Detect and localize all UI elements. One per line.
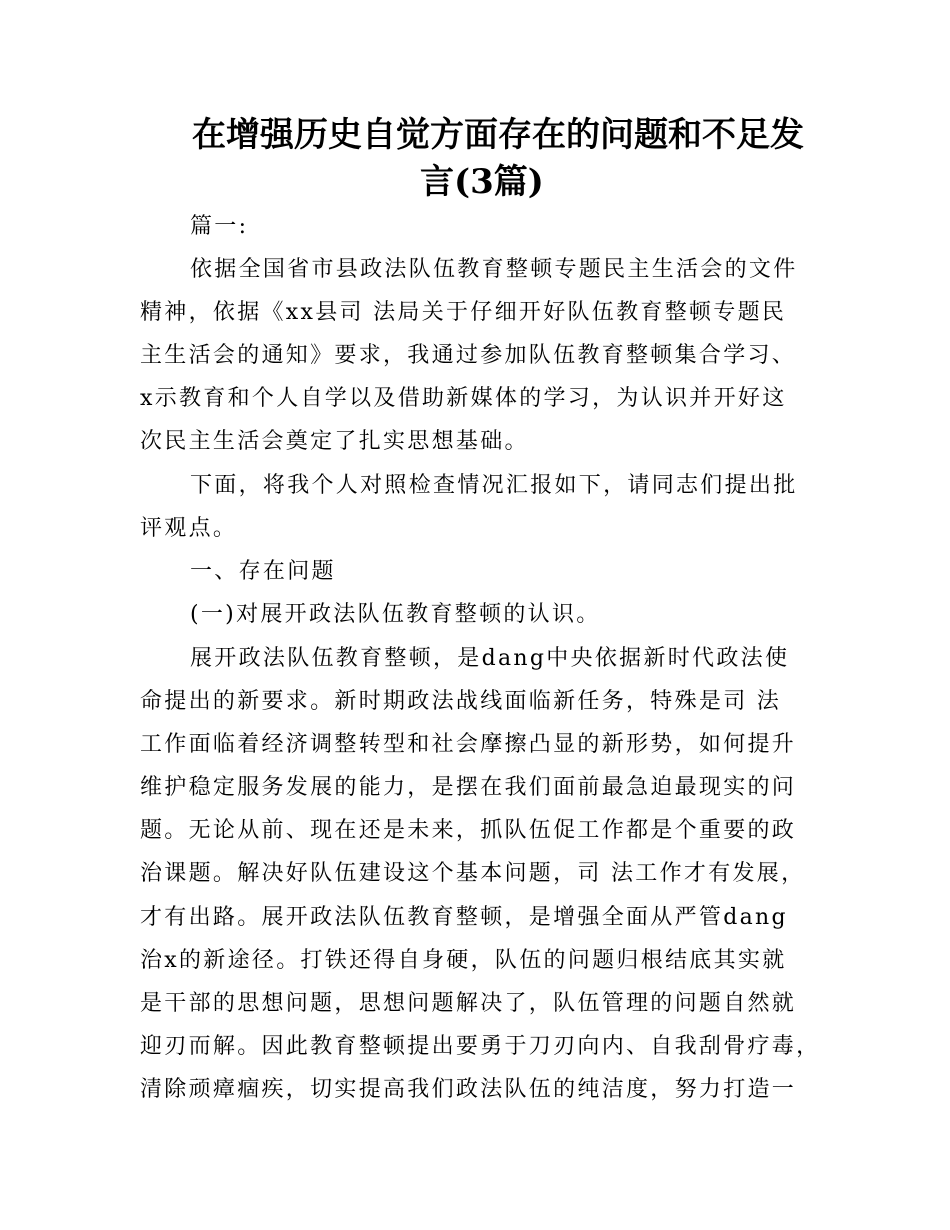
document-title-line-1: 在增强历史自觉方面存在的问题和不足发 bbox=[192, 115, 804, 155]
paragraph-line: 是干部的思想问题，思想问题解决了，队伍管理的问题自然就 bbox=[140, 991, 797, 1016]
paragraph-line: 依据全国省市县政法队伍教育整顿专题民主生活会的文件 bbox=[190, 257, 798, 282]
paragraph-line: 清除顽瘴痼疾，切实提高我们政法队伍的纯洁度，努力打造一 bbox=[140, 1077, 797, 1102]
paragraph-line: 迎刃而解。因此教育整顿提出要勇于刀刃向内、自我刮骨疗毒， bbox=[140, 1034, 821, 1059]
paragraph-line: 维护稳定服务发展的能力，是摆在我们面前最急迫最现实的问 bbox=[140, 775, 797, 800]
paragraph-line: 才有出路。展开政法队伍教育整顿，是增强全面从严管dang bbox=[140, 905, 788, 930]
paragraph-line: 命提出的新要求。新时期政法战线面临新任务，特殊是司 法 bbox=[140, 689, 782, 714]
paragraph-line: 工作面临着经济调整转型和社会摩擦凸显的新形势，如何提升 bbox=[140, 732, 797, 757]
paragraph-line: 精神，依据《xx县司 法局关于仔细开好队伍教育整顿专题民 bbox=[140, 300, 787, 325]
paragraph-line: 治课题。解决好队伍建设这个基本问题，司 法工作才有发展， bbox=[140, 861, 806, 886]
paragraph-line: 主生活会的通知》要求，我通过参加队伍教育整顿集合学习、 bbox=[140, 343, 797, 368]
section-heading-part-one: 篇一: bbox=[190, 214, 249, 239]
paragraph-line: 治x的新途径。打铁还得自身硬，队伍的问题归根结底其实就 bbox=[140, 948, 787, 973]
section-heading-problems: 一、存在问题 bbox=[190, 559, 336, 584]
document-title-line-2: 言(3篇) bbox=[420, 162, 544, 202]
paragraph-line: 次民主生活会奠定了扎实思想基础。 bbox=[140, 429, 529, 454]
paragraph-line: 题。无论从前、现在还是未来，抓队伍促工作都是个重要的政 bbox=[140, 818, 797, 843]
paragraph-line: 展开政法队伍教育整顿，是dang中央依据新时代政法使 bbox=[190, 646, 790, 671]
paragraph-line: x示教育和个人自学以及借助新媒体的学习，为认识并开好这 bbox=[140, 386, 787, 411]
paragraph-line: 评观点。 bbox=[140, 516, 238, 541]
subsection-heading: (一)对展开政法队伍教育整顿的认识。 bbox=[190, 602, 601, 627]
paragraph-line: 下面，将我个人对照检查情况汇报如下，请同志们提出批 bbox=[190, 473, 798, 498]
